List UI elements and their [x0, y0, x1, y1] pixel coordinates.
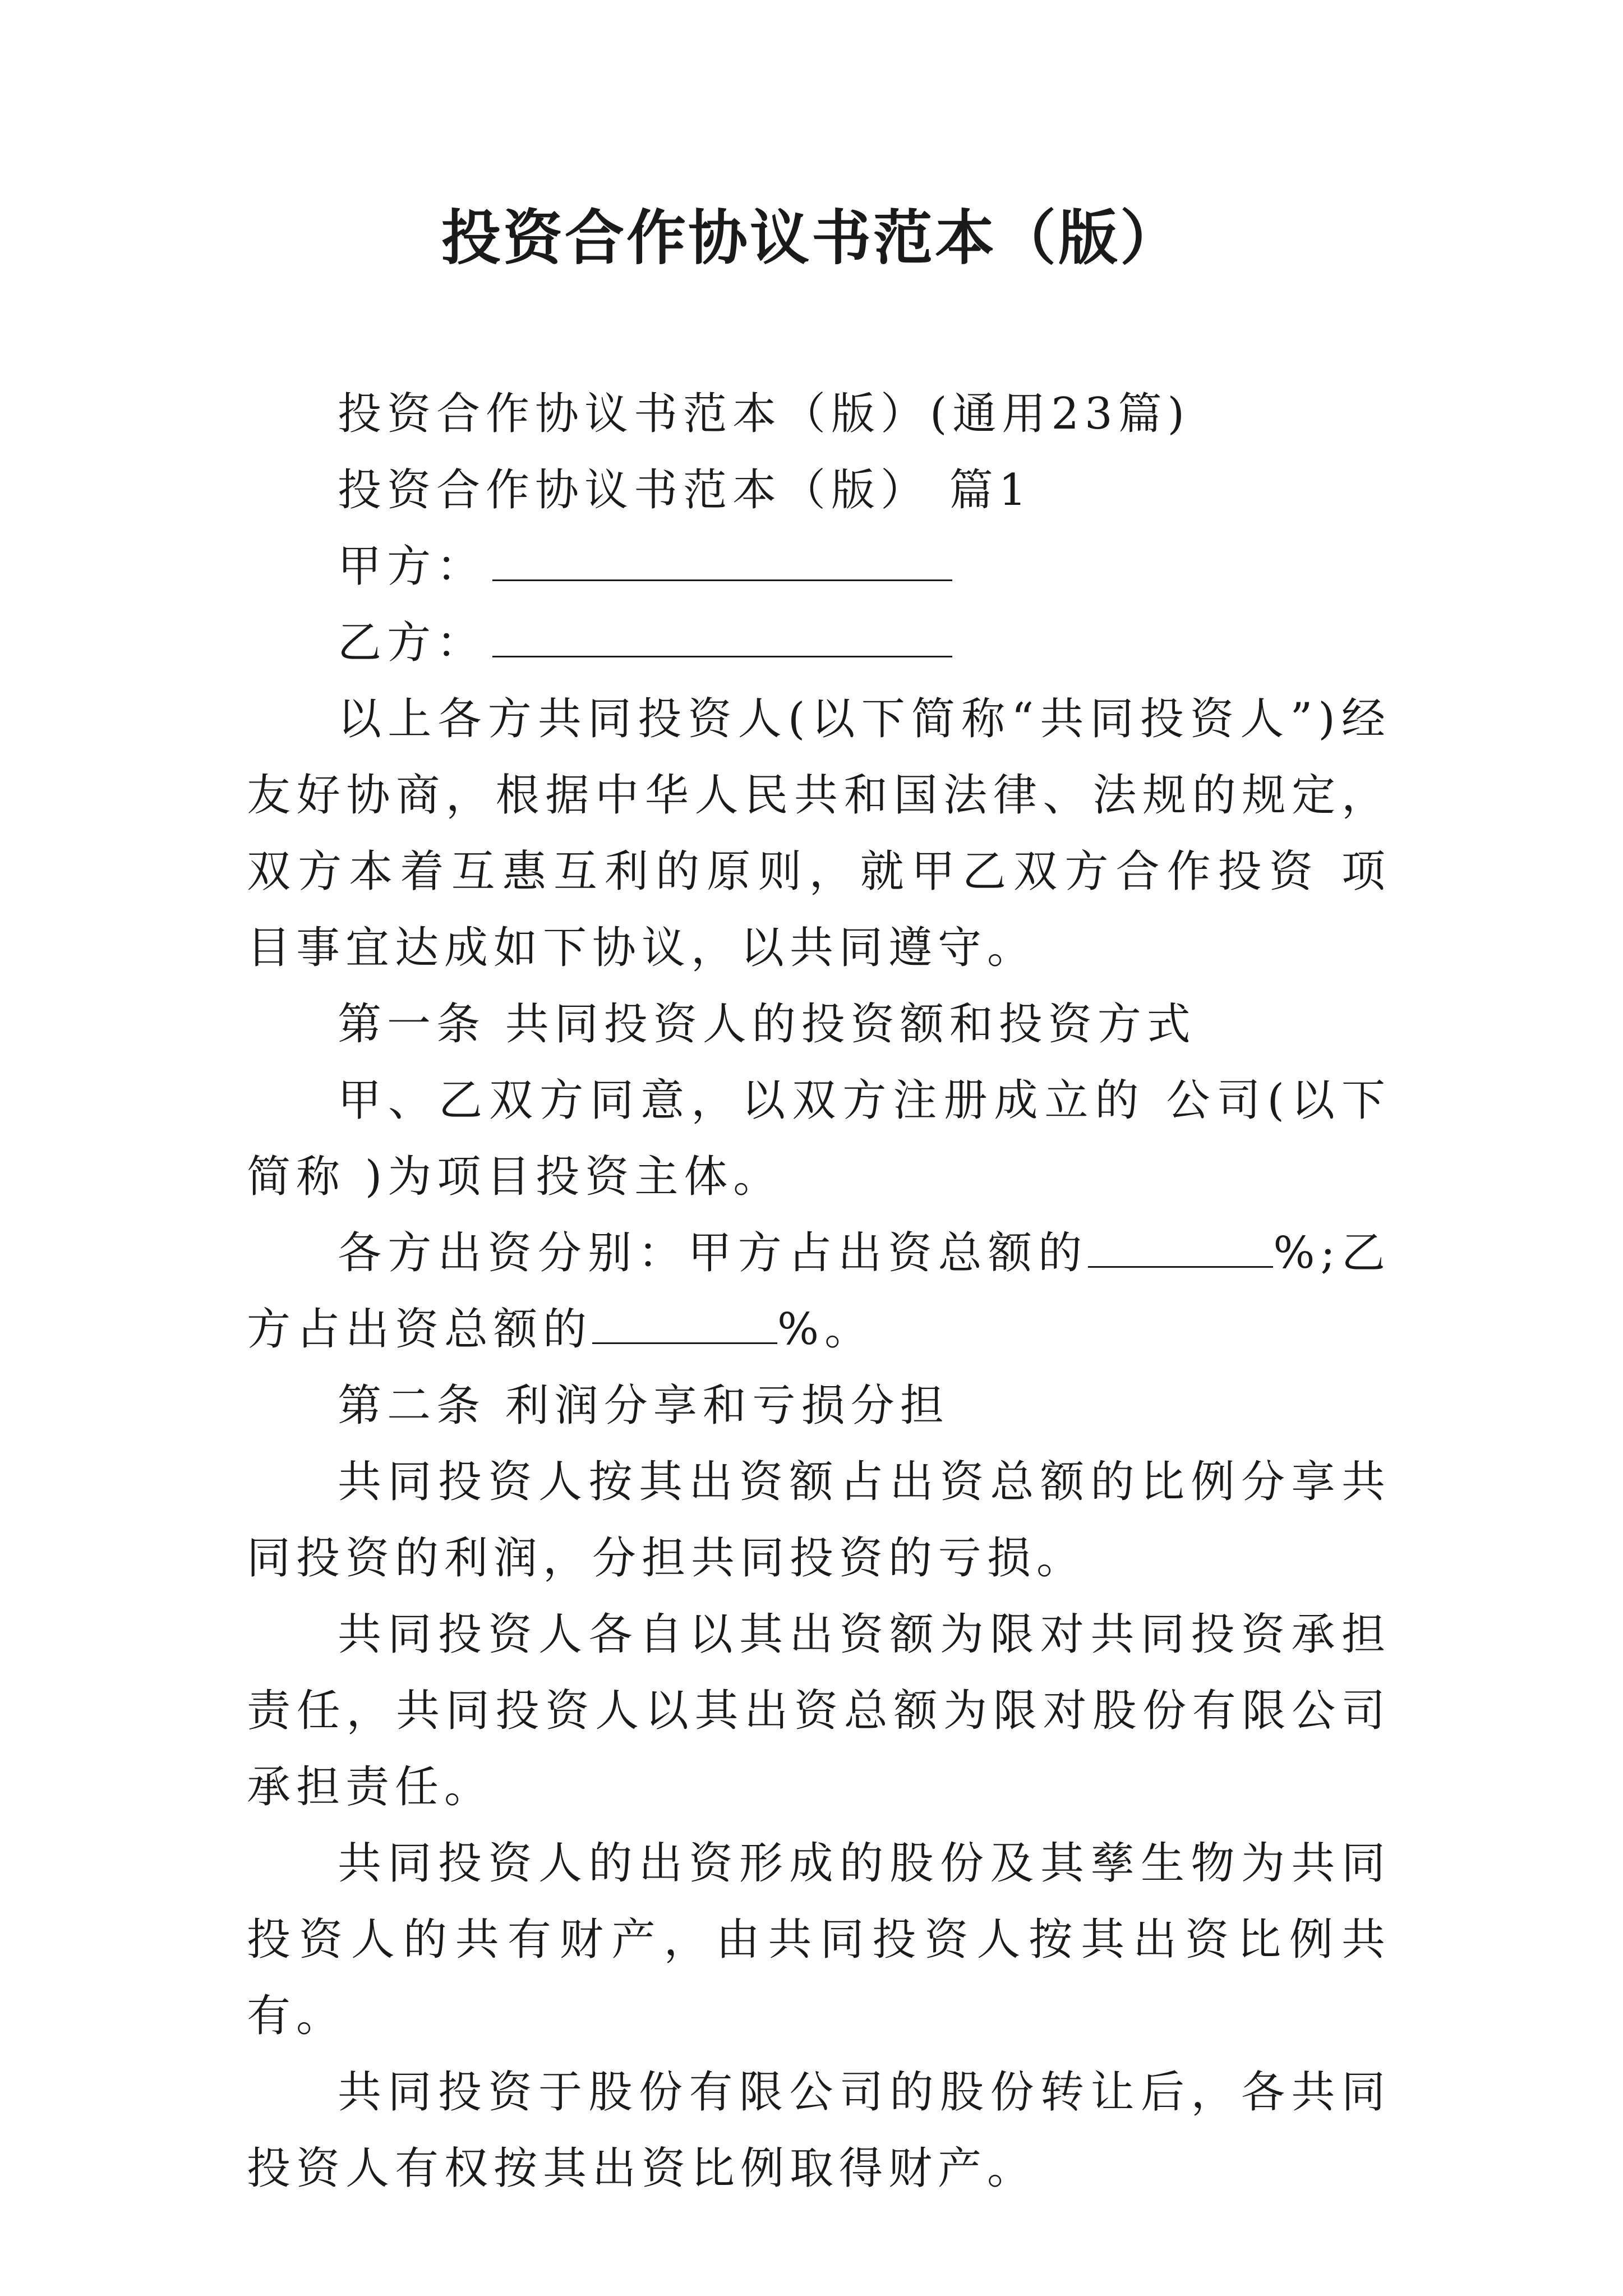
contribution-text-3: %。	[777, 1304, 874, 1355]
article-2-paragraph-3: 共同投资人的出资形成的股份及其孳生物为共同投资人的共有财产，由共同投资人按其出资比例共有。	[247, 1838, 1391, 2041]
article-2-paragraph-1: 共同投资人按其出资额占出资总额的比例分享共同投资的利润，分担共同投资的亏损。	[247, 1457, 1391, 1584]
party-a-label: 甲方：	[338, 541, 486, 592]
article-1-paragraph-2	[247, 1215, 1391, 1368]
document-subtitle: 投资合作协议书范本（版）(通用23篇)	[338, 389, 1191, 439]
article-2-title: 第二条 利润分享和亏损分担	[338, 1381, 949, 1431]
party-a-percent-blank	[1088, 1227, 1273, 1268]
article-1-title: 第一条 共同投资人的投资额和投资方式	[338, 999, 1196, 1050]
contribution-text-1: 各方出资分别：甲方占出资总额的	[338, 1228, 1089, 1278]
party-a-line	[247, 528, 1391, 605]
document-title: 投资合作协议书范本（版）	[441, 204, 1182, 273]
party-b-blank	[492, 616, 952, 657]
party-b-line	[247, 605, 1391, 681]
document-body	[247, 376, 1391, 2207]
party-b-percent-blank	[592, 1303, 777, 1344]
intro-paragraph: 以上各方共同投资人(以下简称“共同投资人”)经友好协商，根据中华人民共和国法律、法规的规定，双方本着互惠互利的原则，就甲乙双方合作投资 项目事宜达成如下协议，以共同遵守。	[247, 694, 1391, 973]
party-b-label: 乙方：	[338, 618, 486, 668]
article-1-paragraph-1: 甲、乙双方同意，以双方注册成立的 公司(以下简称 )为项目投资主体。	[247, 1075, 1391, 1202]
section-heading: 投资合作协议书范本（版） 篇1	[338, 465, 1032, 516]
article-2-paragraph-4: 共同投资于股份有限公司的股份转让后，各共同投资人有权按其出资比例取得财产。	[247, 2067, 1391, 2194]
article-2-paragraph-2: 共同投资人各自以其出资额为限对共同投资承担责任，共同投资人以其出资总额为限对股份有限公司承担责任。	[247, 1609, 1391, 1812]
party-a-blank	[492, 540, 952, 581]
contribution-text-2: %;乙方占出资总额的	[247, 1228, 1391, 1355]
